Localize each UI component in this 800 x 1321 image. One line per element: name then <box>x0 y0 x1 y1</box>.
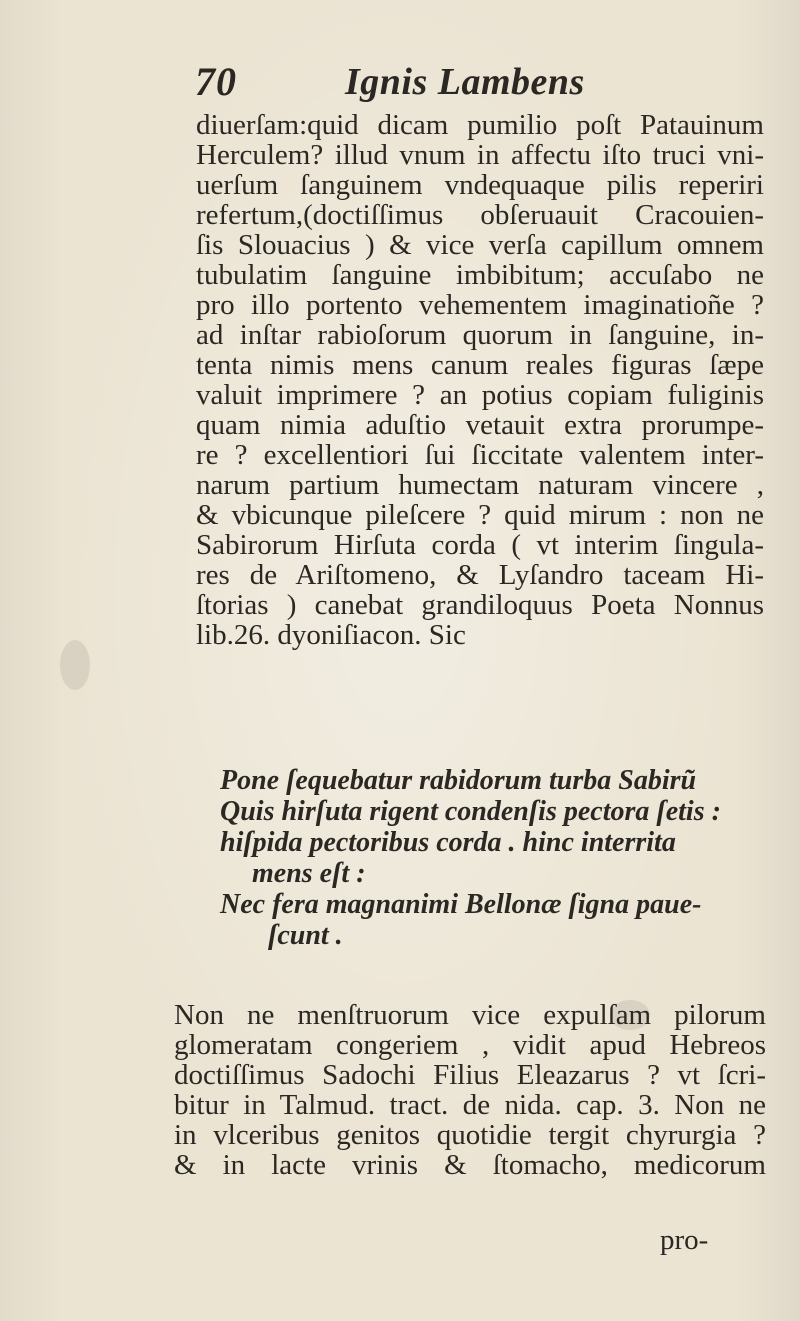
verse-quotation <box>220 765 775 951</box>
text-line: uerſum ſanguinem vndequaque pilis reperiri <box>196 169 764 201</box>
verse-line: Pone ſequebatur rabidorum turba Sabirũ <box>220 765 697 796</box>
catchword: pro- <box>660 1224 709 1256</box>
running-title: Ignis Lambens <box>345 61 585 103</box>
verse-line: hiſpida pectoribus corda . hinc interrita <box>220 827 676 858</box>
verse-line: mens eſt : <box>252 858 366 889</box>
text-line: in vlceribus genitos quotidie tergit chyrurgia ? <box>174 1119 766 1151</box>
text-line: Sabirorum Hirſuta corda ( vt interim ſingula- <box>196 529 764 561</box>
text-line: & in lacte vrinis & ſtomacho, medicorum <box>174 1149 766 1181</box>
text-line: narum partium humectam naturam vincere , <box>196 469 764 501</box>
text-line: res de Ariſtomeno, & Lyſandro taceam Hi- <box>196 559 764 591</box>
text-line: & vbicunque pileſcere ? quid mirum : non ne <box>196 499 764 531</box>
verse-line: Nec fera magnanimi Bellonæ ſigna paue- <box>220 889 702 920</box>
text-line: ad inſtar rabioſorum quorum in ſanguine, in- <box>196 319 764 351</box>
page-number: 70 <box>195 59 237 104</box>
text-line: Non ne menſtruorum vice expulſam pilorum <box>174 999 766 1031</box>
paragraph-1 <box>196 110 764 650</box>
paragraph-2 <box>174 1000 766 1180</box>
text-line: refertum,(doctiſſimus obſeruauit Cracouien- <box>196 199 764 231</box>
text-line: valuit imprimere ? an potius copiam fuliginis <box>196 379 764 411</box>
text-line: quam nimia aduſtio vetauit extra prorumpe- <box>196 409 764 441</box>
text-line: lib.26. dyoniſiacon. Sic <box>196 619 466 651</box>
text-line: glomeratam congeriem , vidit apud Hebreos <box>174 1029 766 1061</box>
text-line: ſis Slouacius ) & vice verſa capillum omnem <box>196 229 764 261</box>
text-line: tubulatim ſanguine imbibitum; accuſabo ne <box>196 259 764 291</box>
text-line: pro illo portento vehementem imaginatioñe ? <box>196 289 764 321</box>
verse-line: Quis hirſuta rigent condenſis pectora ſetis : <box>220 796 721 827</box>
text-line: ſtorias ) canebat grandiloquus Poeta Nonnus <box>196 589 764 621</box>
text-line: diuerſam:quid dicam pumilio poſt Patauinum <box>196 109 764 141</box>
text-line: Herculem? illud vnum in affectu iſto truci vni- <box>196 139 764 171</box>
page-header <box>195 58 715 108</box>
text-line: bitur in Talmud. tract. de nida. cap. 3. Non ne <box>174 1089 766 1121</box>
text-line: re ? excellentiori ſui ſiccitate valentem inter- <box>196 439 764 471</box>
text-line: doctiſſimus Sadochi Filius Eleazarus ? vt ſcri- <box>174 1059 766 1091</box>
paper-stain <box>60 640 90 690</box>
verse-line: ſcunt . <box>268 920 343 951</box>
text-line: tenta nimis mens canum reales figuras ſæpe <box>196 349 764 381</box>
